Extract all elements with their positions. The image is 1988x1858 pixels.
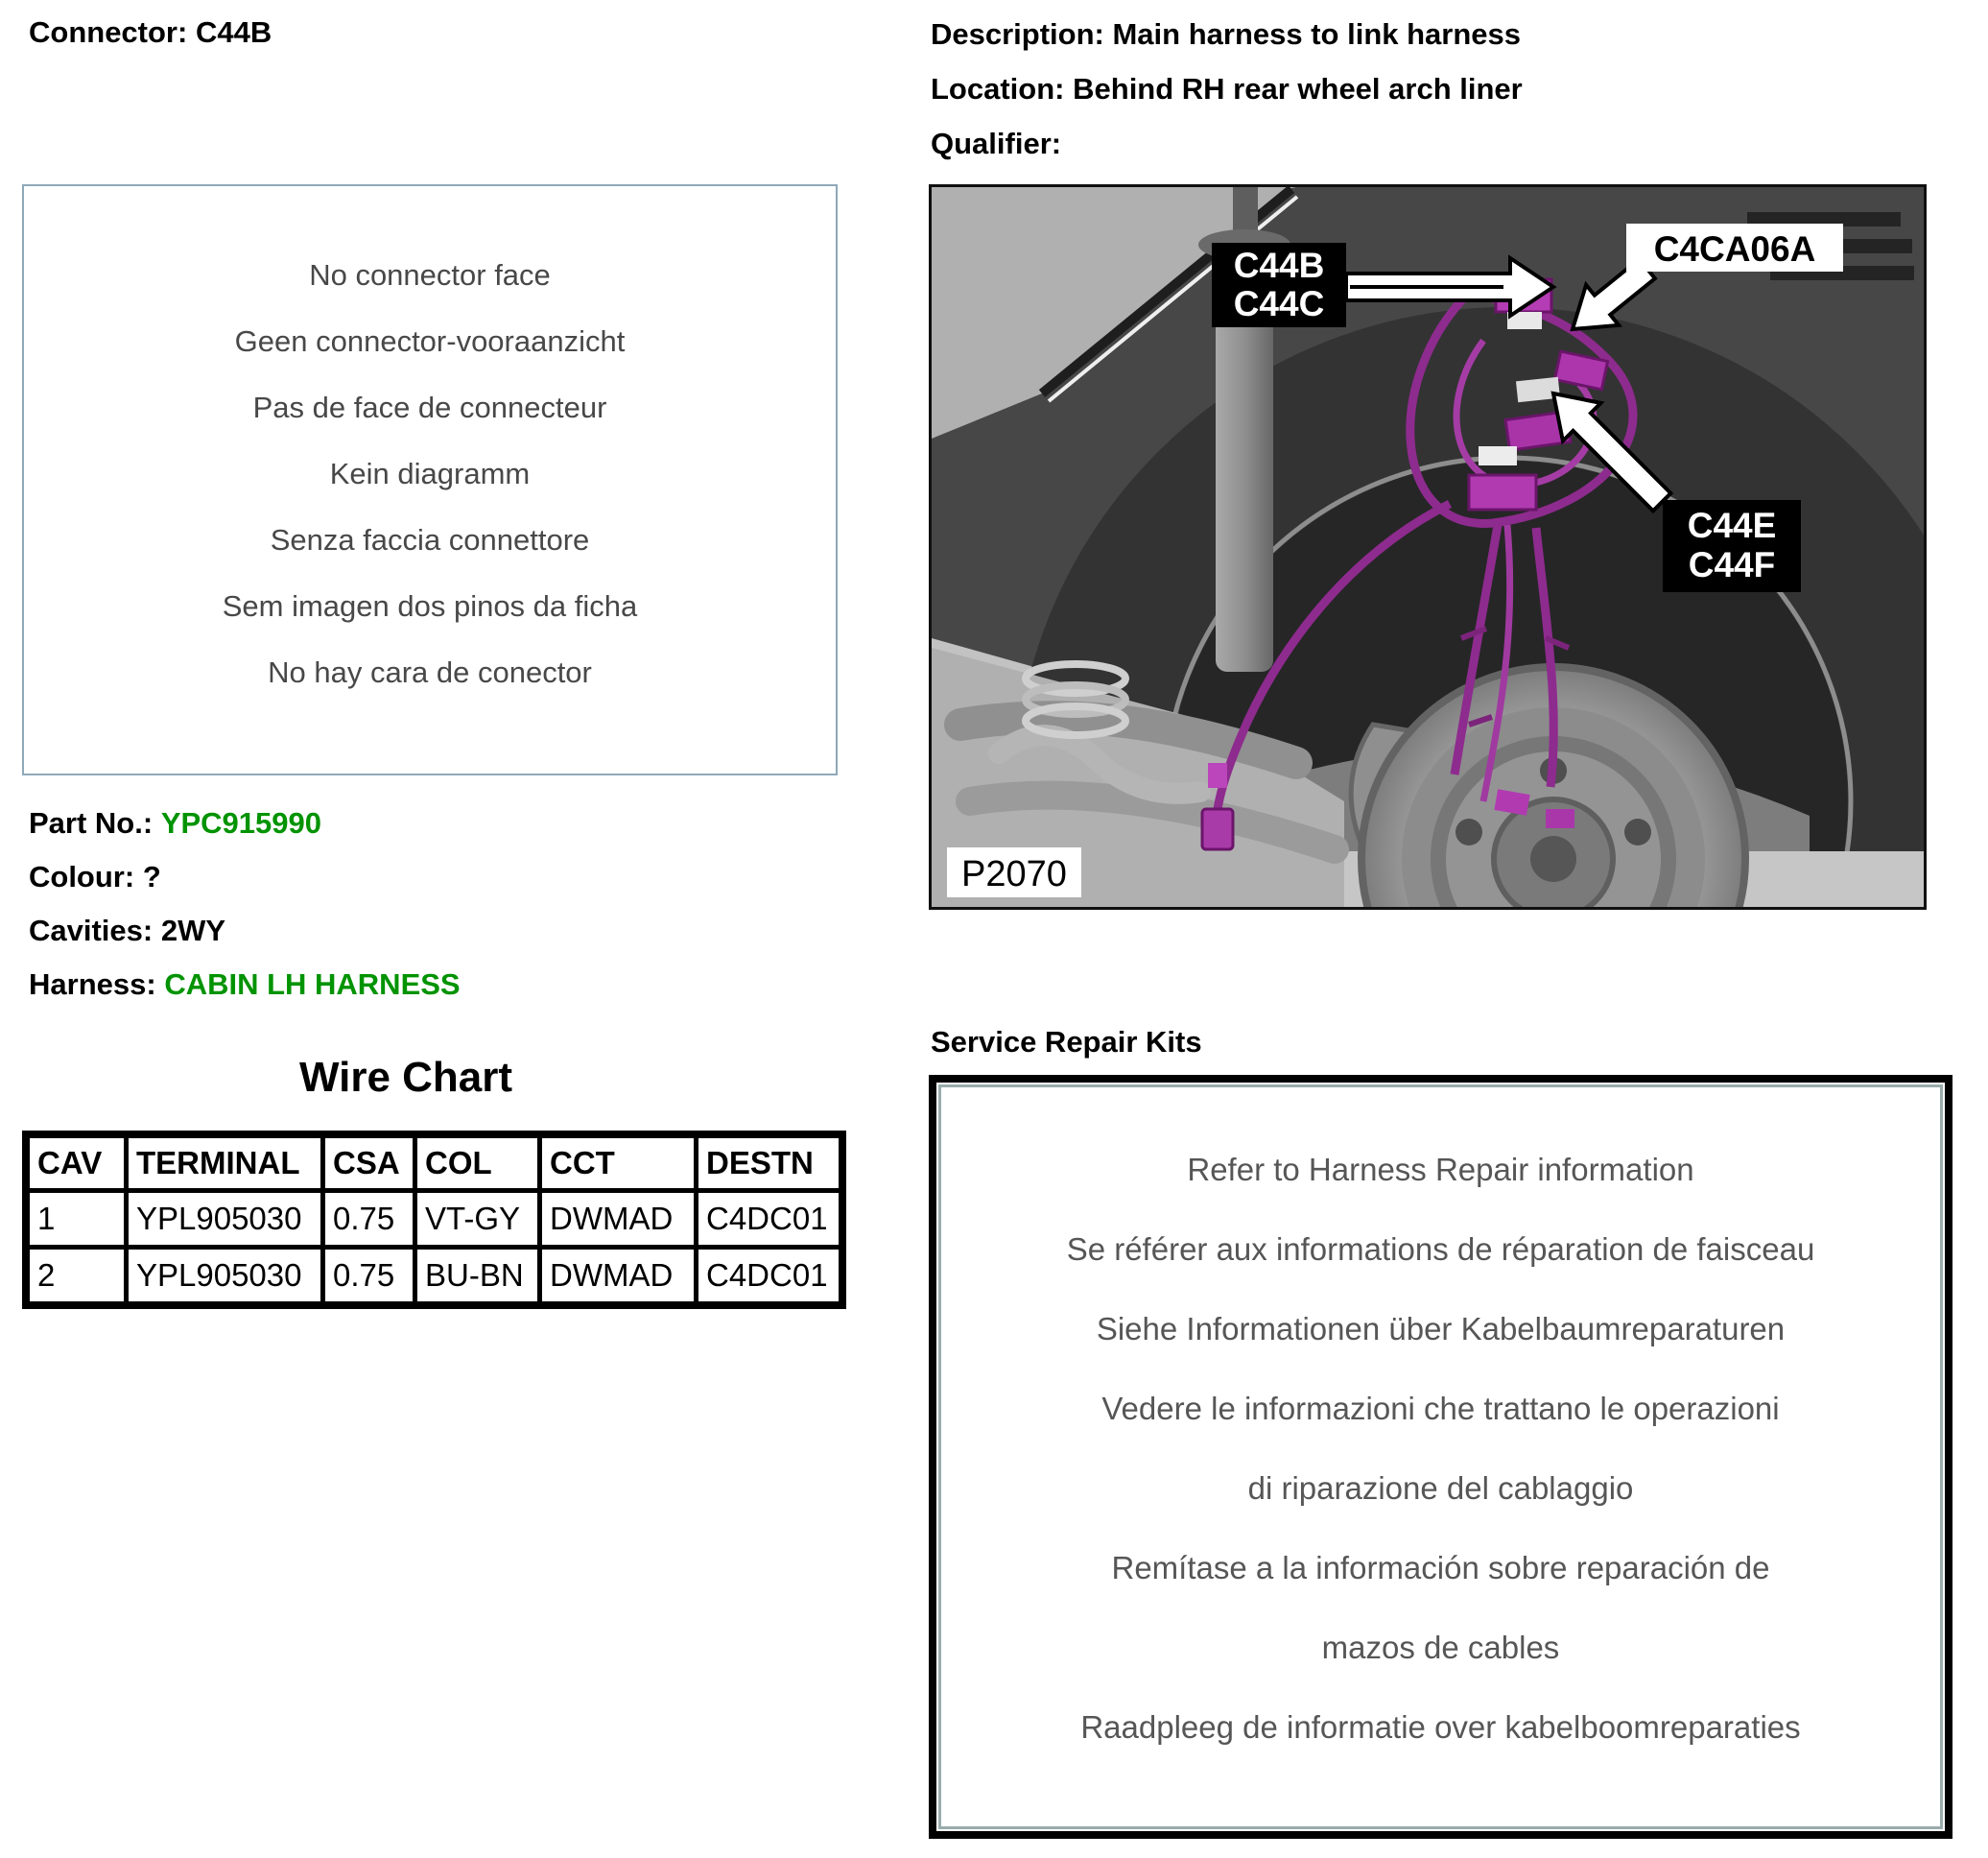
- cell-terminal: YPL905030: [127, 1191, 323, 1248]
- connector-label: Connector:: [29, 15, 188, 49]
- cell-col: BU-BN: [415, 1248, 540, 1306]
- cell-destn: C4DC01: [697, 1248, 843, 1306]
- connector-cap: [1479, 446, 1517, 465]
- label-c44b: C44B: [1233, 246, 1325, 285]
- figure-label-c4ca06a: [1626, 224, 1843, 272]
- table-row: [26, 1191, 842, 1248]
- connector: [1469, 475, 1536, 510]
- service-repair-text: mazos de cables: [1321, 1630, 1560, 1665]
- harness-value: CABIN LH HARNESS: [164, 967, 461, 1001]
- harness-line: [29, 967, 461, 1002]
- service-repair-kits-heading: Service Repair Kits: [931, 1025, 1202, 1059]
- column-header-cav: CAV: [26, 1134, 127, 1191]
- column-header-cct: CCT: [540, 1134, 697, 1191]
- service-repair-kits-box: [929, 1075, 1952, 1839]
- cavities-label: Cavities:: [29, 914, 154, 947]
- location-value: Behind RH rear wheel arch liner: [1073, 72, 1523, 106]
- no-connector-face-text: No hay cara de conector: [268, 655, 592, 689]
- label-c4ca06a: C4CA06A: [1653, 229, 1816, 269]
- harness-label: Harness:: [29, 967, 156, 1001]
- cavities-line: [29, 914, 225, 948]
- connector-title: [29, 15, 272, 50]
- cell-cct: DWMAD: [540, 1248, 697, 1306]
- no-connector-face-text: No connector face: [309, 258, 551, 292]
- cell-col: VT-GY: [415, 1191, 540, 1248]
- column-header-csa: CSA: [323, 1134, 415, 1191]
- cell-terminal: YPL905030: [127, 1248, 323, 1306]
- no-connector-face-text: Geen connector-vooraanzicht: [234, 324, 626, 358]
- connector: [1202, 809, 1233, 849]
- cell-destn: C4DC01: [697, 1191, 843, 1248]
- no-connector-face-text: Senza faccia connettore: [270, 523, 590, 557]
- service-repair-text: di riparazione del cablaggio: [1247, 1470, 1634, 1506]
- label-c44c: C44C: [1233, 284, 1325, 323]
- part-no-line: [29, 806, 321, 841]
- colour-line: [29, 860, 161, 894]
- part-no-value: YPC915990: [160, 806, 321, 840]
- no-connector-face-box: [22, 184, 838, 775]
- qualifier-line: [931, 127, 1061, 161]
- description-line: [931, 17, 1521, 52]
- description-value: Main harness to link harness: [1112, 17, 1522, 51]
- connector-value: C44B: [195, 15, 272, 49]
- part-no-label: Part No.:: [29, 806, 154, 840]
- cell-cav: 1: [26, 1191, 127, 1248]
- table-row: [26, 1248, 842, 1306]
- service-repair-text: Vedere le informazioni che trattano le operazioni: [1101, 1391, 1780, 1426]
- location-label: Location:: [931, 72, 1065, 106]
- cable-tie: [1208, 763, 1227, 788]
- qualifier-label: Qualifier:: [931, 127, 1062, 160]
- label-c44e: C44E: [1687, 506, 1777, 545]
- column-header-destn: DESTN: [697, 1134, 843, 1191]
- figure-label-c44e-c44f: [1663, 500, 1801, 592]
- no-connector-face-text: Sem imagen dos pinos da ficha: [222, 589, 638, 623]
- service-repair-text: Raadpleeg de informatie over kabelboomreparaties: [1080, 1709, 1801, 1745]
- cell-csa: 0.75: [323, 1191, 415, 1248]
- description-label: Description:: [931, 17, 1104, 51]
- no-connector-face-text: Kein diagramm: [329, 457, 531, 490]
- column-header-col: COL: [415, 1134, 540, 1191]
- location-line: [931, 72, 1523, 107]
- service-repair-text: Remítase a la información sobre reparación de: [1111, 1550, 1770, 1585]
- cell-cct: DWMAD: [540, 1191, 697, 1248]
- cell-cav: 2: [26, 1248, 127, 1306]
- no-connector-face-text: Pas de face de connecteur: [252, 391, 607, 424]
- wire-chart-table: [22, 1131, 846, 1309]
- wire-chart-header-row: [26, 1134, 842, 1191]
- wheel-arch-illustration: [932, 187, 1924, 907]
- service-repair-text: Siehe Informationen über Kabelbaumreparaturen: [1096, 1311, 1786, 1346]
- cell-csa: 0.75: [323, 1248, 415, 1306]
- service-repair-text: Refer to Harness Repair information: [1187, 1152, 1694, 1187]
- column-header-terminal: TERMINAL: [127, 1134, 323, 1191]
- service-repair-text: Se référer aux informations de réparation de faisceau: [1066, 1231, 1815, 1267]
- label-c44f: C44F: [1688, 545, 1776, 584]
- wire-chart-title: Wire Chart: [298, 1054, 513, 1101]
- colour-value: ?: [142, 860, 161, 893]
- photo-id: P2070: [961, 854, 1067, 894]
- colour-label: Colour:: [29, 860, 135, 893]
- photo-id-label: [947, 847, 1081, 897]
- cavities-value: 2WY: [160, 914, 226, 947]
- connector: [1546, 809, 1574, 828]
- figure-label-c44b-c44c: [1212, 243, 1346, 327]
- location-photo: [929, 184, 1927, 910]
